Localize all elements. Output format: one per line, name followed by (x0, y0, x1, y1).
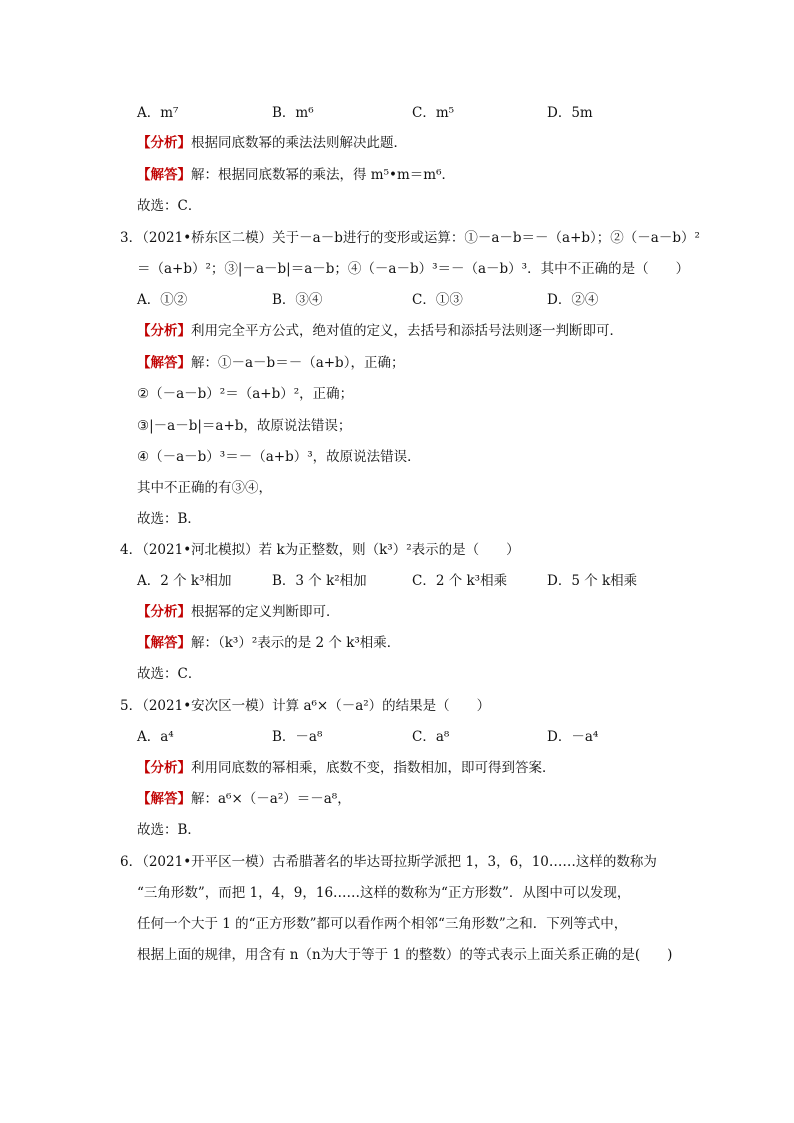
answer-line: 故选：B． (137, 511, 201, 527)
analysis-line (137, 758, 556, 778)
option-c: C．a⁸ (412, 729, 450, 745)
option-d: D．－a⁴ (547, 729, 599, 745)
analysis-line (137, 602, 340, 622)
question-3-options (137, 290, 697, 310)
answer-line: 故选：B． (137, 822, 201, 838)
option-d: D．②④ (547, 292, 599, 308)
option-b: B．－a⁸ (272, 729, 323, 745)
option-b: B．3 个 k²相加 (272, 573, 367, 589)
solution-tag: 【解答】 (137, 355, 191, 371)
analysis-tag: 【分析】 (137, 323, 191, 339)
solution-line (137, 633, 400, 653)
solution-text: 解：a⁶×（－a²）＝－a⁸， (191, 791, 351, 807)
analysis-text: 利用同底数的幂相乘，底数不变，指数相加，即可得到答案． (191, 760, 556, 776)
analysis-text: 根据幂的定义判断即可． (191, 604, 340, 620)
solution-step: ④（－a－b）³＝－（a+b）³，故原说法错误． (137, 449, 421, 465)
solution-text: 解：①－a－b＝－（a+b），正确； (191, 355, 405, 371)
solution-text: 解：（k³）²表示的是 2 个 k³相乘． (191, 635, 401, 651)
analysis-line (137, 321, 623, 341)
analysis-tag: 【分析】 (137, 604, 191, 620)
answer-line: 故选：C． (137, 198, 202, 214)
prev-options (137, 103, 697, 123)
solution-line (137, 165, 455, 185)
option-c: C．2 个 k³相乘 (412, 573, 508, 589)
question-6-stem-line-3: 任何一个大于 1 的“正方形数”都可以看作两个相邻“三角形数”之和．下列等式中， (137, 916, 628, 932)
question-6-stem-line-4: 根据上面的规律，用含有 n（n为大于等于 1 的整数）的等式表示上面关系正确的是( ) (137, 947, 673, 963)
answer-line: 故选：C． (137, 666, 202, 682)
question-3-stem-line-2: ＝（a+b）²；③|－a－b|＝a－b；④（－a－b）³＝－（a－b）³．其中不正确的是（ ） (137, 261, 690, 277)
option-b: B．③④ (272, 292, 323, 308)
solution-step: 其中不正确的有③④， (137, 480, 272, 496)
solution-tag: 【解答】 (137, 791, 191, 807)
question-5-options (137, 727, 697, 747)
analysis-text: 根据同底数幂的乘法法则解决此题． (191, 135, 407, 151)
option-a: A．m⁷ (137, 105, 179, 121)
question-6-stem-line-2: “三角形数”，而把 1，4，9，16……这样的数称为“正方形数”．从图中可以发现， (137, 885, 631, 901)
option-c: C．①③ (412, 292, 463, 308)
option-a: A．①② (137, 292, 188, 308)
option-d: D．5m (547, 105, 593, 121)
option-c: C．m⁵ (412, 105, 455, 121)
analysis-tag: 【分析】 (137, 135, 191, 151)
question-5-stem: 5．（2021•安次区一模）计算 a⁶×（－a²）的结果是（ ） (120, 698, 491, 714)
analysis-text: 利用完全平方公式，绝对值的定义，去括号和添括号法则逐一判断即可． (191, 323, 623, 339)
analysis-line (137, 133, 407, 153)
solution-tag: 【解答】 (137, 635, 191, 651)
question-6-stem-line-1: 6．（2021•开平区一模）古希腊著名的毕达哥拉斯学派把 1，3，6，10……这样的数称为 (120, 854, 657, 870)
solution-tag: 【解答】 (137, 167, 191, 183)
question-3-stem-line-1: 3．（2021•桥东区二模）关于－a－b进行的变形或运算：①－a－b＝－（a+b）；②（－a－b）² (120, 230, 700, 246)
solution-line (137, 353, 404, 373)
solution-text: 解：根据同底数幂的乘法，得 m⁵•m＝m⁶． (191, 167, 455, 183)
question-4-stem: 4．（2021•河北模拟）若 k为正整数，则（k³）²表示的是（ ） (120, 542, 520, 558)
question-4-options (137, 571, 697, 591)
option-b: B．m⁶ (272, 105, 314, 121)
analysis-tag: 【分析】 (137, 760, 191, 776)
option-d: D．5 个 k相乘 (547, 573, 638, 589)
solution-step: ③|－a－b|＝a+b，故原说法错误； (137, 418, 352, 434)
option-a: A．2 个 k³相加 (137, 573, 232, 589)
solution-step: ②（－a－b）²＝（a+b）²，正确； (137, 386, 354, 402)
solution-line (137, 789, 351, 809)
option-a: A．a⁴ (137, 729, 174, 745)
